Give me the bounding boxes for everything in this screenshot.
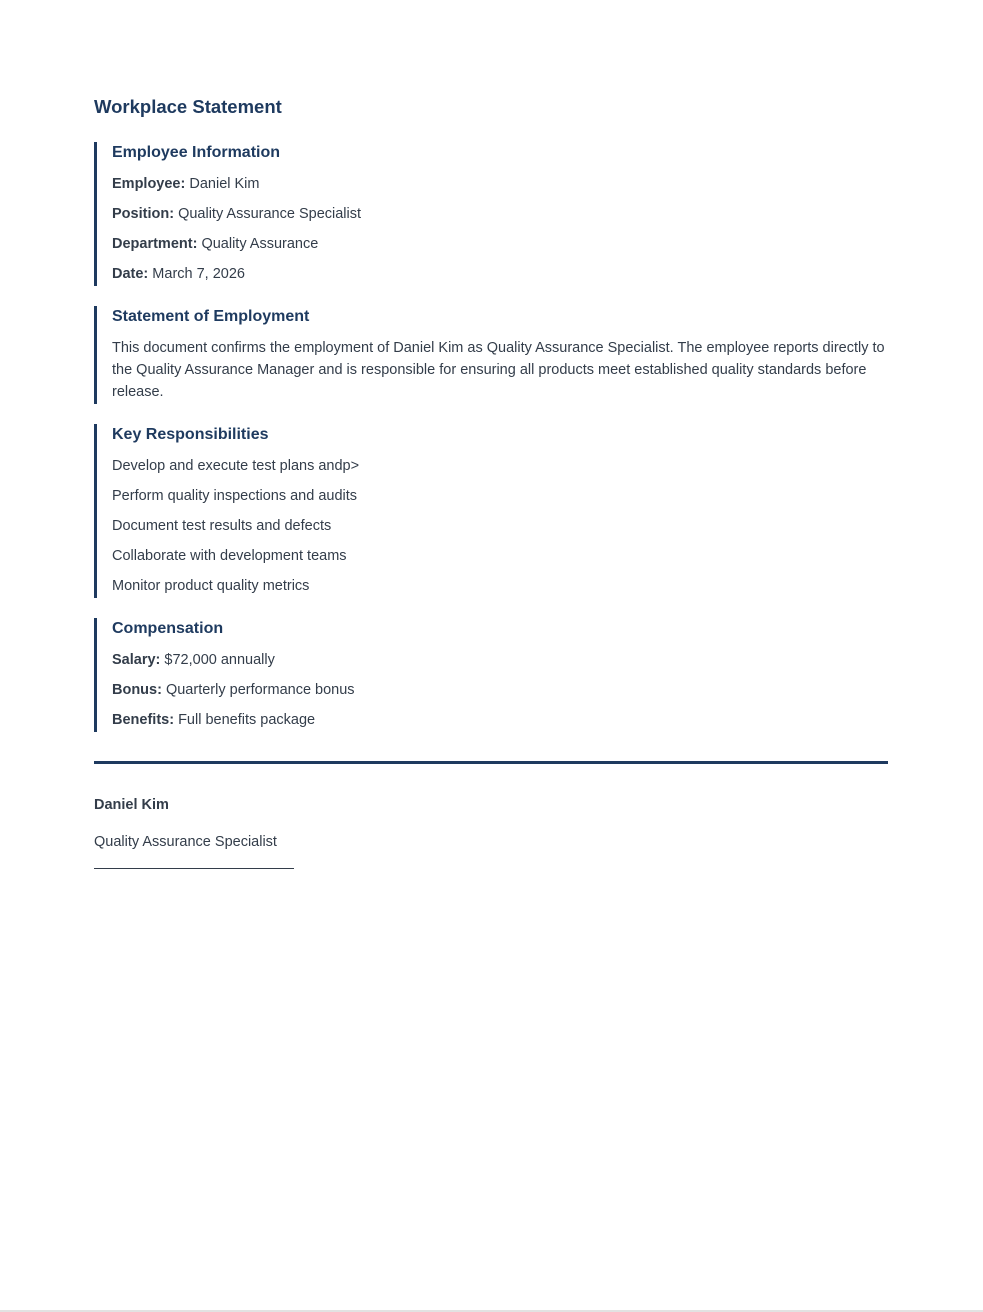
- field-label: Employee:: [112, 176, 186, 192]
- responsibility-item: Perform quality inspections and audits: [112, 488, 358, 504]
- responsibility-item: Collaborate with development teams: [112, 548, 347, 564]
- field-value: Quality Assurance: [201, 236, 319, 252]
- statement-of-employment-section: [94, 306, 888, 404]
- key-responsibilities-section: [94, 424, 888, 598]
- field-label: Date:: [112, 266, 149, 282]
- responsibility-item: Monitor product quality metrics: [112, 578, 310, 594]
- section-heading: Employee Information: [112, 144, 281, 161]
- section-heading: Key Responsibilities: [112, 426, 269, 443]
- signature-line: [94, 868, 294, 869]
- field-value: $72,000 annually: [164, 652, 275, 668]
- field-label: Salary:: [112, 652, 161, 668]
- employee-field: [112, 175, 888, 193]
- field-label: Department:: [112, 236, 198, 252]
- page-title: Workplace Statement: [94, 96, 282, 117]
- section-heading: Statement of Employment: [112, 308, 310, 325]
- employee-information-section: [94, 142, 888, 286]
- department-field: [112, 235, 888, 253]
- signature-title: Quality Assurance Specialist: [94, 834, 277, 850]
- signature-name: Daniel Kim: [94, 797, 169, 813]
- field-value: Full benefits package: [178, 712, 316, 728]
- date-field: [112, 265, 888, 283]
- compensation-section: [94, 618, 888, 732]
- benefits-field: [112, 711, 888, 729]
- field-label: Bonus:: [112, 682, 162, 698]
- field-value: Daniel Kim: [189, 176, 260, 192]
- position-field: [112, 205, 888, 223]
- section-divider: [94, 761, 888, 764]
- field-value: March 7, 2026: [152, 266, 245, 282]
- statement-paragraph: This document confirms the employment of Daniel Kim as Quality Assurance Specialist. The employee reports directly to the Quality Assurance Manager and is responsible for ensuring all products meet established quality standards before release.: [112, 340, 885, 400]
- field-label: Position:: [112, 206, 175, 222]
- field-value: Quality Assurance Specialist: [178, 206, 362, 222]
- responsibility-item: Develop and execute test plans andp>: [112, 458, 360, 474]
- field-label: Benefits:: [112, 712, 175, 728]
- section-heading: Compensation: [112, 620, 224, 637]
- bonus-field: [112, 681, 888, 699]
- field-value: Quarterly performance bonus: [165, 682, 355, 698]
- responsibility-item: Document test results and defects: [112, 518, 332, 534]
- salary-field: [112, 651, 888, 669]
